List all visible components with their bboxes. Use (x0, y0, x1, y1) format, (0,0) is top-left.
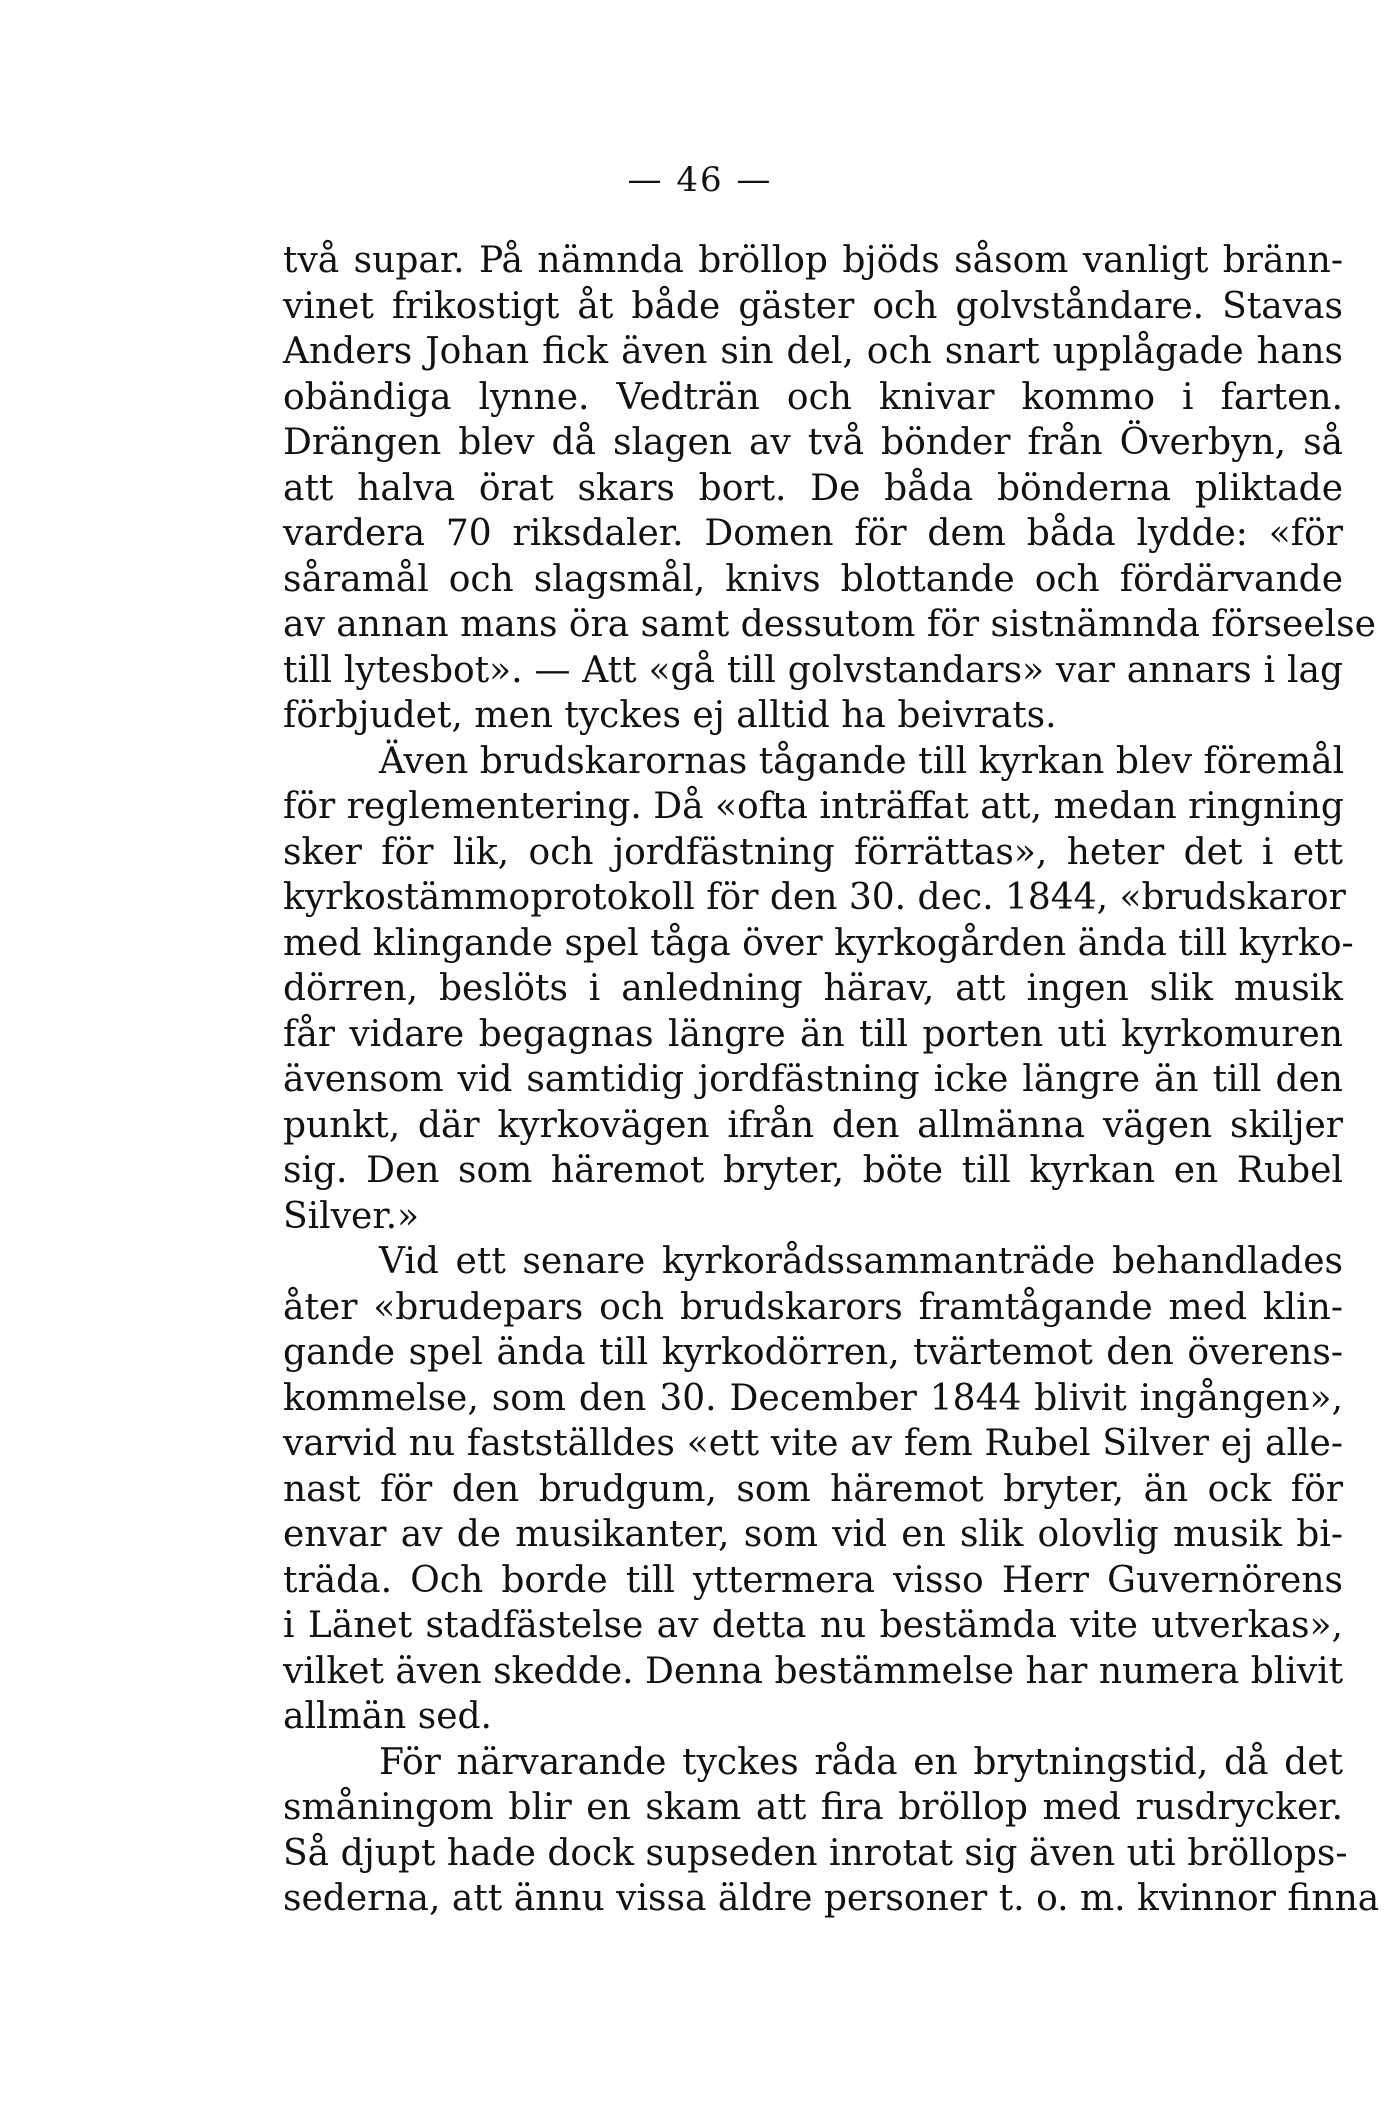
text-line: kyrkostämmoprotokoll för den 30. dec. 1844, «brudskaror (283, 877, 1346, 918)
text-line: punkt, där kyrkovägen ifrån den allmänna vägen skiljer (283, 1104, 1343, 1146)
text-line: Drängen blev då slagen av två bönder från Överbyn, så (283, 422, 1343, 463)
text-line: av annan mans öra samt dessutom för sistnämnda förseelse (283, 604, 1376, 645)
text-line: för reglementering. Då «ofta inträffat att, medan ringning (283, 786, 1344, 827)
text-line: För närvarande tyckes råda en brytningstid, då det (379, 1741, 1343, 1783)
page-number: — 46 — (627, 160, 773, 200)
text-line: Vid ett senare kyrkorådssammanträde behandlades (379, 1241, 1343, 1282)
text-line: till lytesbot». — Att «gå till golvstandars» var annars i lag (283, 649, 1343, 691)
text-line: Så djupt hade dock supseden inrotat sig även uti bröllops- (283, 1832, 1348, 1874)
text-line: Anders Johan fick även sin del, och snart upplågade hans (283, 331, 1343, 372)
text-line: träda. Och borde till yttermera visso Herr Guvernörens (283, 1559, 1343, 1601)
text-line: dörren, beslöts i anledning härav, att ingen slik musik (283, 968, 1343, 1009)
text-line: vardera 70 riksdaler. Domen för dem båda lydde: «för (283, 513, 1343, 554)
text-line: förbjudet, men tyckes ej alltid ha beivrats. (283, 695, 1057, 736)
text-line: småningom blir en skam att fira bröllop med rusdrycker. (283, 1787, 1343, 1828)
text-line: i Länet stadfästelse av detta nu bestämda vite utverkas», (283, 1605, 1343, 1646)
text-line: sig. Den som häremot bryter, böte till kyrkan en Rubel (283, 1150, 1343, 1191)
text-line: att halva örat skars bort. De båda bönderna pliktade (283, 467, 1343, 509)
text-line: med klingande spel tåga över kyrkogården ända till kyrko- (283, 922, 1354, 964)
text-line: Silver.» (283, 1195, 420, 1237)
text-line: två supar. På nämnda bröllop bjöds såsom vanligt bränn- (283, 240, 1343, 281)
text-line: nast för den brudgum, som häremot bryter, än ock för (283, 1468, 1343, 1510)
text-line: ävensom vid samtidig jordfästning icke längre än till den (283, 1059, 1343, 1100)
text-line: såramål och slagsmål, knivs blottande och fördärvande (283, 558, 1343, 600)
text-line: obändiga lynne. Vedträn och knivar kommo i farten. (283, 376, 1343, 418)
text-line: gande spel ända till kyrkodörren, tvärtemot den överens- (283, 1332, 1343, 1373)
text-line: Även brudskarornas tågande till kyrkan blev föremål (379, 740, 1345, 782)
text-line: varvid nu fastställdes «ett vite av fem Rubel Silver ej alle- (283, 1423, 1343, 1464)
text-line: kommelse, som den 30. December 1844 blivit ingången», (283, 1377, 1343, 1419)
text-line: vinet frikostigt åt både gäster och golvståndare. Stavas (283, 285, 1343, 327)
text-line: allmän sed. (283, 1696, 492, 1737)
text-line: sederna, att ännu vissa äldre personer t. o. m. kvinnor finna (283, 1878, 1380, 1919)
text-line: får vidare begagnas längre än till porten uti kyrkomuren (283, 1013, 1343, 1055)
text-line: envar av de musikanter, som vid en slik olovlig musik bi- (283, 1514, 1343, 1555)
text-line: åter «brudepars och brudskarors framtågande med klin- (283, 1286, 1343, 1328)
text-line: sker för lik, och jordfästning förrättas», heter det i ett (283, 831, 1343, 873)
body-text (283, 238, 1380, 1922)
text-line: vilket även skedde. Denna bestämmelse har numera blivit (283, 1650, 1344, 1692)
